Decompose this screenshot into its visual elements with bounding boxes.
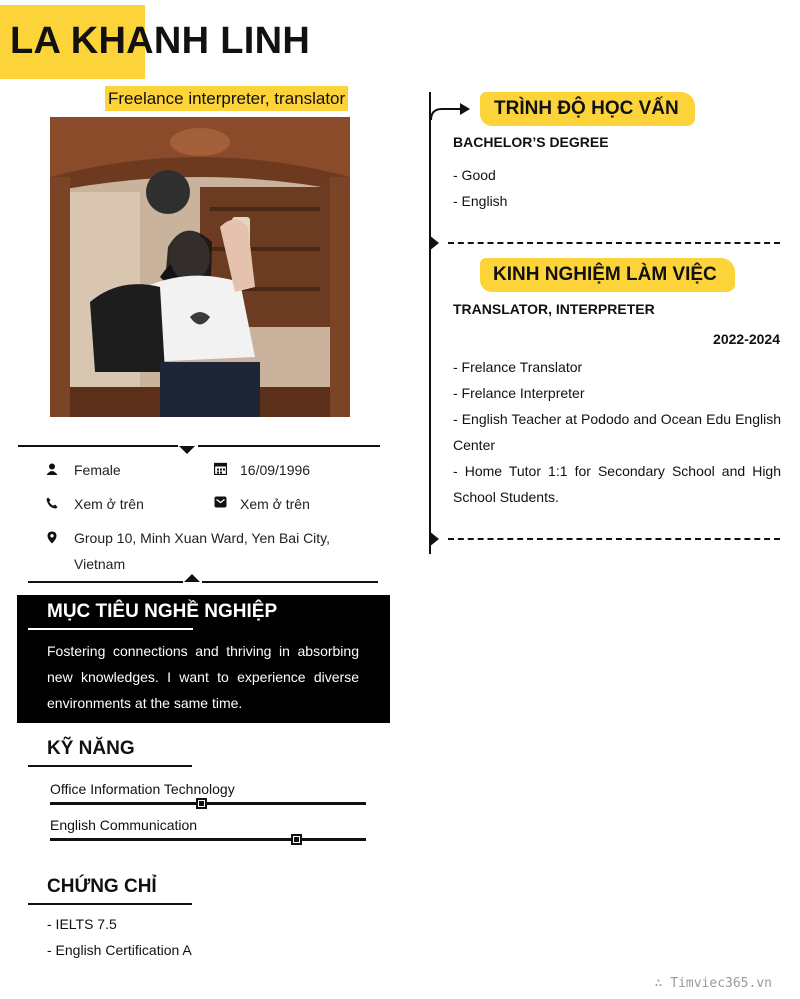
skill-bar <box>50 802 366 805</box>
experience-line: - Home Tutor 1:1 for Secondary School and High School Students. <box>453 463 781 505</box>
location-pin-icon <box>45 530 59 544</box>
section-divider <box>448 242 780 244</box>
objective-title: MỤC TIÊU NGHỀ NGHIỆP <box>47 601 278 622</box>
site-watermark: ∴ Timviec365.vn <box>654 976 772 991</box>
skills-title-underline <box>28 765 192 767</box>
skill-level-marker <box>291 834 302 845</box>
timeline-arrow-icon <box>430 100 472 127</box>
skill-label: English Communication <box>50 817 198 833</box>
objective-title-underline <box>28 628 193 630</box>
candidate-name: LA KHANH LINH <box>10 20 311 62</box>
certificate-item: - IELTS 7.5 <box>47 916 117 932</box>
calendar-icon <box>213 461 227 475</box>
address-line1: Group 10, Minh Xuan Ward, Yen Bai City, <box>74 530 331 546</box>
info-divider-bottom-left <box>28 581 183 583</box>
info-divider-top-right <box>198 445 380 447</box>
timeline-line <box>429 92 431 554</box>
certificates-title-underline <box>28 903 192 905</box>
info-divider-bottom-right <box>202 581 378 583</box>
phone-icon <box>45 496 59 510</box>
info-divider-top-left <box>18 445 178 447</box>
phone-value[interactable]: Xem ở trên <box>74 496 144 512</box>
timeline-marker-icon <box>429 531 439 547</box>
experience-line: - Frelance Translator <box>453 359 583 375</box>
experience-line: - English Teacher at Pododo and Ocean Edu English Center <box>453 411 781 453</box>
experience-title: KINH NGHIỆM LÀM VIỆC <box>493 264 717 285</box>
job-subtitle: Freelance interpreter, translator <box>105 86 348 111</box>
divider-arrow-down-icon <box>179 446 195 454</box>
education-line: - English <box>453 193 508 209</box>
person-icon <box>45 462 59 476</box>
skill-level-marker <box>196 798 207 809</box>
objective-text: Fostering connections and thriving in absorbing new knowledges. I want to experience diverse environments at the same time. <box>47 643 359 711</box>
section-divider <box>448 538 780 540</box>
email-value[interactable]: Xem ở trên <box>240 496 310 512</box>
timeline-marker-icon <box>429 235 439 251</box>
profile-photo <box>50 117 350 417</box>
skill-bar <box>50 838 366 841</box>
education-degree: BACHELOR’S DEGREE <box>453 134 609 150</box>
divider-arrow-up-icon <box>184 574 200 582</box>
birthdate-value: 16/09/1996 <box>240 462 311 478</box>
experience-line: - Frelance Interpreter <box>453 385 585 401</box>
address-line2: Vietnam <box>74 556 126 572</box>
certificate-item: - English Certification A <box>47 942 192 958</box>
experience-period: 2022-2024 <box>713 331 780 347</box>
email-icon <box>213 495 227 509</box>
education-line: - Good <box>453 167 496 183</box>
skills-title: KỸ NĂNG <box>47 738 135 759</box>
experience-role: TRANSLATOR, INTERPRETER <box>453 301 655 317</box>
gender-value: Female <box>74 462 121 478</box>
skill-label: Office Information Technology <box>50 781 235 797</box>
portrait-photo-icon <box>50 117 350 417</box>
education-title: TRÌNH ĐỘ HỌC VẤN <box>494 98 679 119</box>
certificates-title: CHỨNG CHỈ <box>47 876 157 897</box>
